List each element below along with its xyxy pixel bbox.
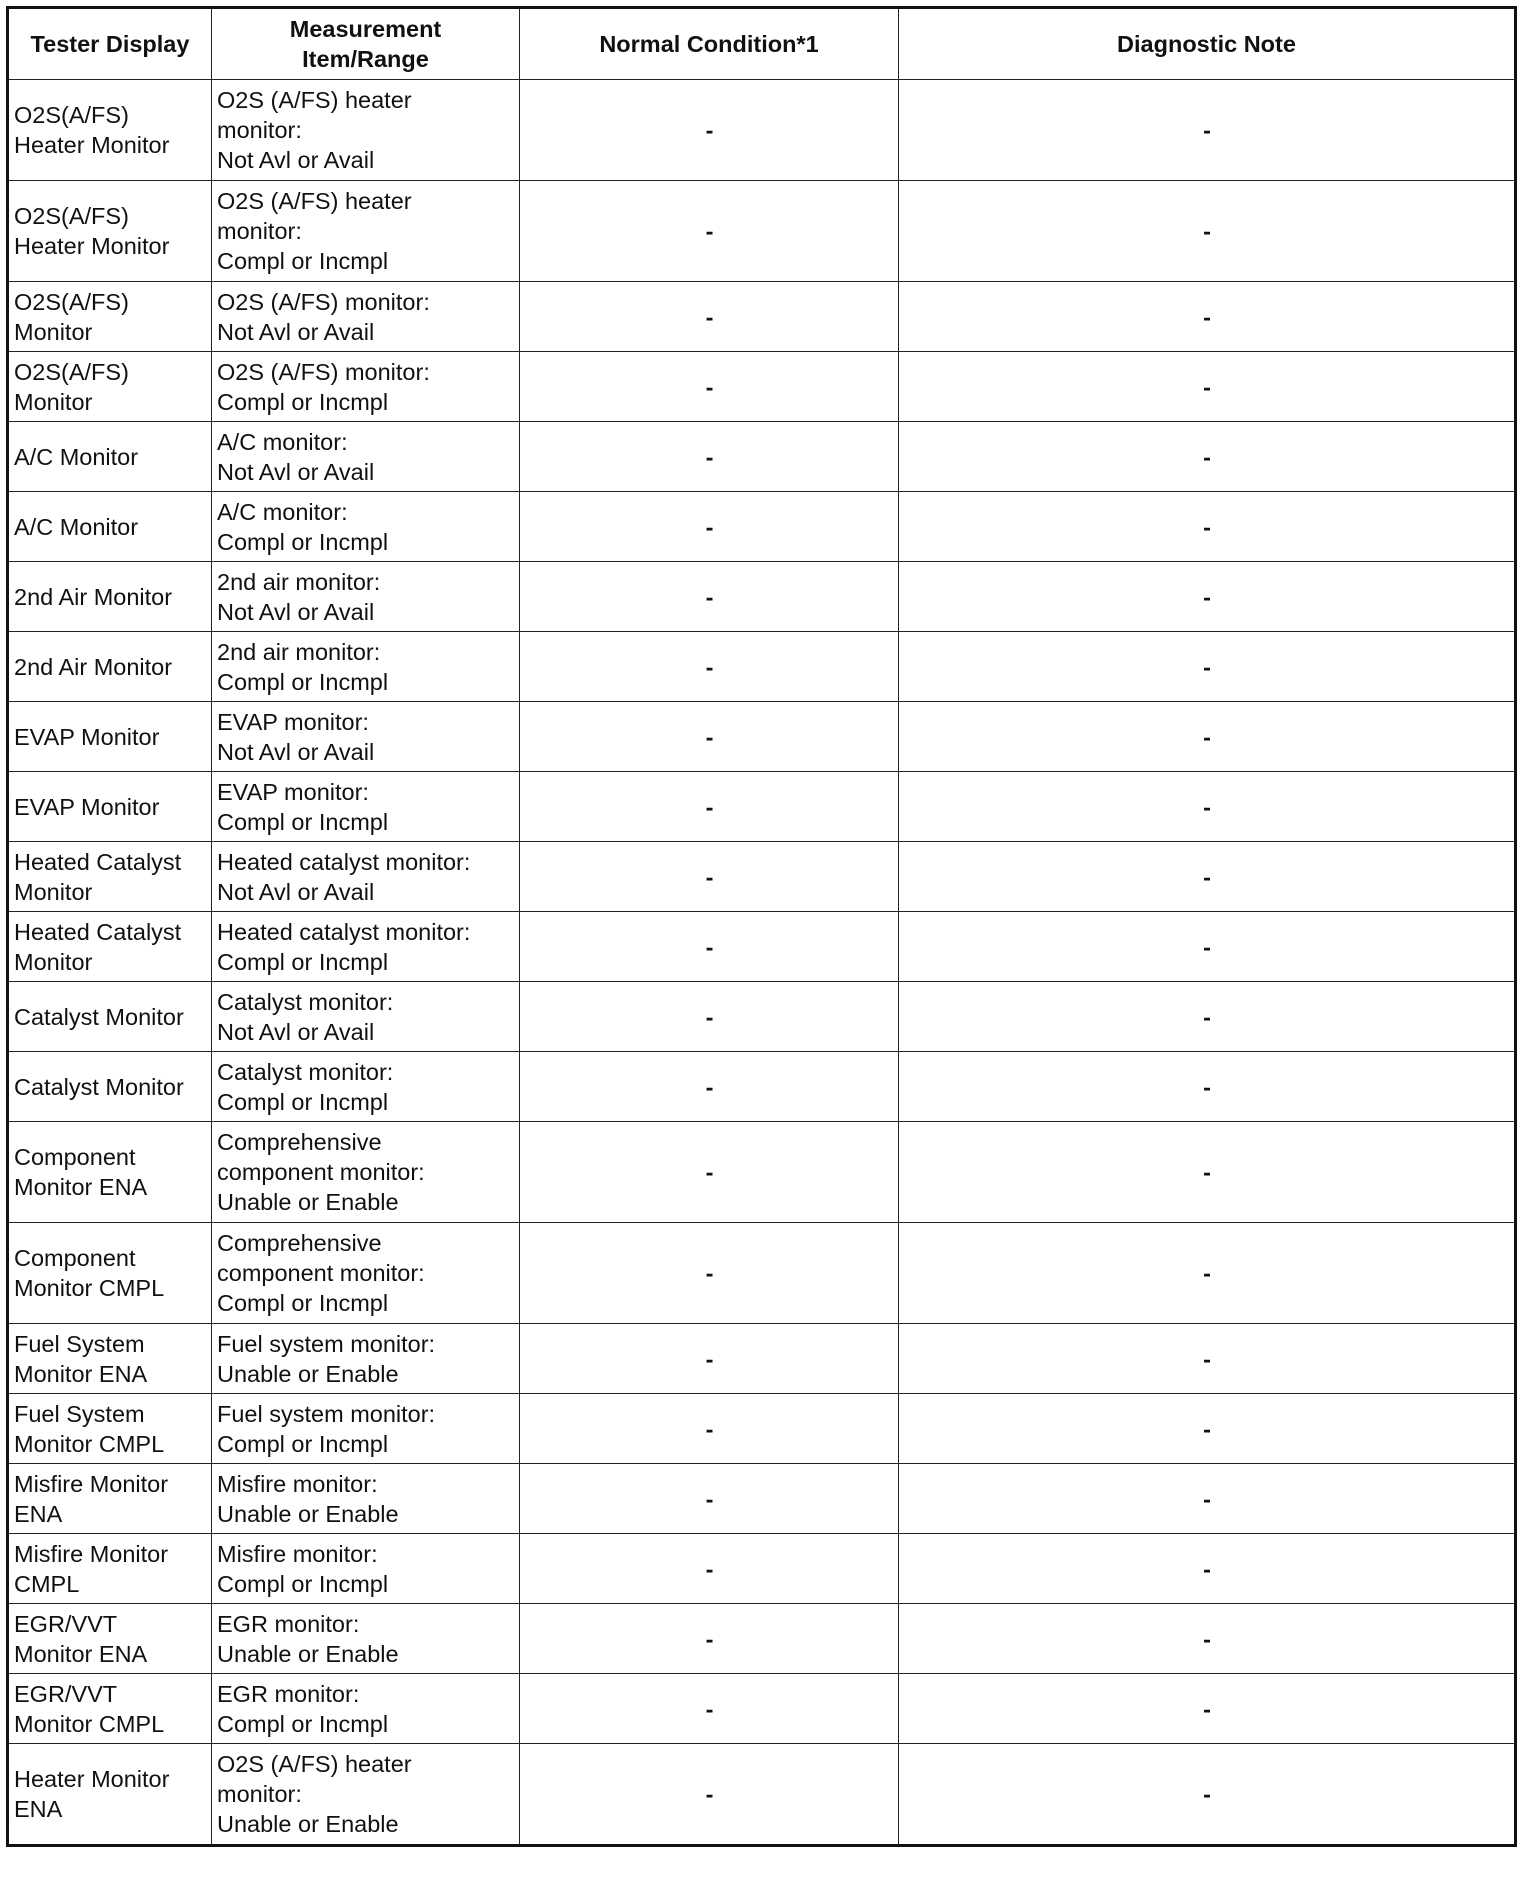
cell-diagnostic-note: - xyxy=(899,632,1516,702)
table-row xyxy=(8,1223,1516,1324)
cell-measurement: 2nd air monitor: Compl or Incmpl xyxy=(212,632,520,702)
table-row xyxy=(8,912,1516,982)
table-row xyxy=(8,1464,1516,1534)
cell-tester-display: Heated Catalyst Monitor xyxy=(8,842,212,912)
cell-normal-condition: - xyxy=(520,1534,899,1604)
cell-diagnostic-note: - xyxy=(899,1604,1516,1674)
cell-normal-condition: - xyxy=(520,1122,899,1223)
cell-measurement: EGR monitor: Unable or Enable xyxy=(212,1604,520,1674)
cell-normal-condition: - xyxy=(520,842,899,912)
cell-diagnostic-note: - xyxy=(899,352,1516,422)
cell-diagnostic-note: - xyxy=(899,772,1516,842)
cell-normal-condition: - xyxy=(520,1464,899,1534)
cell-diagnostic-note: - xyxy=(899,181,1516,282)
cell-normal-condition: - xyxy=(520,1394,899,1464)
cell-measurement: O2S (A/FS) heater monitor: Unable or Enable xyxy=(212,1744,520,1846)
data-list-table xyxy=(6,6,1517,1847)
cell-tester-display: A/C Monitor xyxy=(8,492,212,562)
cell-measurement: Catalyst monitor: Not Avl or Avail xyxy=(212,982,520,1052)
header-tester-display: Tester Display xyxy=(8,8,212,80)
cell-normal-condition: - xyxy=(520,562,899,632)
cell-normal-condition: - xyxy=(520,912,899,982)
cell-measurement: Comprehensive component monitor: Compl or Incmpl xyxy=(212,1223,520,1324)
cell-normal-condition: - xyxy=(520,181,899,282)
header-measurement-item-range: Measurement Item/Range xyxy=(212,8,520,80)
cell-normal-condition: - xyxy=(520,422,899,492)
cell-measurement: Fuel system monitor: Compl or Incmpl xyxy=(212,1394,520,1464)
table-row xyxy=(8,1324,1516,1394)
cell-measurement: Fuel system monitor: Unable or Enable xyxy=(212,1324,520,1394)
cell-measurement: Misfire monitor: Unable or Enable xyxy=(212,1464,520,1534)
table-row xyxy=(8,632,1516,702)
cell-diagnostic-note: - xyxy=(899,562,1516,632)
cell-tester-display: EVAP Monitor xyxy=(8,702,212,772)
cell-tester-display: Fuel System Monitor CMPL xyxy=(8,1394,212,1464)
header-diagnostic-note: Diagnostic Note xyxy=(899,8,1516,80)
cell-diagnostic-note: - xyxy=(899,982,1516,1052)
table-body xyxy=(8,80,1516,1846)
cell-normal-condition: - xyxy=(520,1223,899,1324)
cell-diagnostic-note: - xyxy=(899,1464,1516,1534)
cell-measurement: Catalyst monitor: Compl or Incmpl xyxy=(212,1052,520,1122)
cell-normal-condition: - xyxy=(520,772,899,842)
cell-tester-display: O2S(A/FS) Monitor xyxy=(8,352,212,422)
table-row xyxy=(8,282,1516,352)
cell-normal-condition: - xyxy=(520,632,899,702)
cell-tester-display: Component Monitor ENA xyxy=(8,1122,212,1223)
table-row xyxy=(8,492,1516,562)
cell-normal-condition: - xyxy=(520,1674,899,1744)
data-list-sheet xyxy=(6,6,1514,1847)
cell-measurement: EGR monitor: Compl or Incmpl xyxy=(212,1674,520,1744)
cell-tester-display: EVAP Monitor xyxy=(8,772,212,842)
cell-diagnostic-note: - xyxy=(899,492,1516,562)
cell-normal-condition: - xyxy=(520,702,899,772)
cell-normal-condition: - xyxy=(520,1324,899,1394)
cell-tester-display: Misfire Monitor CMPL xyxy=(8,1534,212,1604)
cell-tester-display: Misfire Monitor ENA xyxy=(8,1464,212,1534)
table-row xyxy=(8,1534,1516,1604)
cell-measurement: O2S (A/FS) monitor: Compl or Incmpl xyxy=(212,352,520,422)
cell-measurement: Comprehensive component monitor: Unable or Enable xyxy=(212,1122,520,1223)
cell-measurement: Heated catalyst monitor: Compl or Incmpl xyxy=(212,912,520,982)
cell-tester-display: Catalyst Monitor xyxy=(8,1052,212,1122)
cell-tester-display: 2nd Air Monitor xyxy=(8,562,212,632)
table-row xyxy=(8,1122,1516,1223)
cell-diagnostic-note: - xyxy=(899,912,1516,982)
table-row xyxy=(8,181,1516,282)
cell-measurement: Heated catalyst monitor: Not Avl or Avail xyxy=(212,842,520,912)
cell-tester-display: Component Monitor CMPL xyxy=(8,1223,212,1324)
cell-measurement: O2S (A/FS) heater monitor: Compl or Incmpl xyxy=(212,181,520,282)
table-row xyxy=(8,1604,1516,1674)
header-normal-condition: Normal Condition*1 xyxy=(520,8,899,80)
cell-tester-display: A/C Monitor xyxy=(8,422,212,492)
cell-diagnostic-note: - xyxy=(899,282,1516,352)
cell-normal-condition: - xyxy=(520,492,899,562)
table-row xyxy=(8,1674,1516,1744)
cell-diagnostic-note: - xyxy=(899,1674,1516,1744)
cell-diagnostic-note: - xyxy=(899,422,1516,492)
cell-measurement: A/C monitor: Not Avl or Avail xyxy=(212,422,520,492)
table-row xyxy=(8,702,1516,772)
cell-normal-condition: - xyxy=(520,80,899,181)
cell-tester-display: EGR/VVT Monitor CMPL xyxy=(8,1674,212,1744)
cell-measurement: EVAP monitor: Not Avl or Avail xyxy=(212,702,520,772)
table-header-row xyxy=(8,8,1516,80)
table-row xyxy=(8,1394,1516,1464)
table-row xyxy=(8,1052,1516,1122)
table-row xyxy=(8,422,1516,492)
cell-tester-display: 2nd Air Monitor xyxy=(8,632,212,702)
cell-tester-display: O2S(A/FS) Monitor xyxy=(8,282,212,352)
cell-diagnostic-note: - xyxy=(899,1534,1516,1604)
cell-tester-display: Heater Monitor ENA xyxy=(8,1744,212,1846)
cell-measurement: A/C monitor: Compl or Incmpl xyxy=(212,492,520,562)
cell-measurement: O2S (A/FS) heater monitor: Not Avl or Avail xyxy=(212,80,520,181)
table-row xyxy=(8,842,1516,912)
cell-diagnostic-note: - xyxy=(899,702,1516,772)
cell-normal-condition: - xyxy=(520,352,899,422)
cell-diagnostic-note: - xyxy=(899,1394,1516,1464)
cell-normal-condition: - xyxy=(520,1052,899,1122)
cell-tester-display: Catalyst Monitor xyxy=(8,982,212,1052)
table-row xyxy=(8,1744,1516,1846)
cell-normal-condition: - xyxy=(520,1744,899,1846)
cell-measurement: Misfire monitor: Compl or Incmpl xyxy=(212,1534,520,1604)
table-row xyxy=(8,772,1516,842)
cell-diagnostic-note: - xyxy=(899,1744,1516,1846)
cell-diagnostic-note: - xyxy=(899,842,1516,912)
cell-measurement: EVAP monitor: Compl or Incmpl xyxy=(212,772,520,842)
table-row xyxy=(8,982,1516,1052)
cell-diagnostic-note: - xyxy=(899,80,1516,181)
table-row xyxy=(8,80,1516,181)
cell-measurement: 2nd air monitor: Not Avl or Avail xyxy=(212,562,520,632)
cell-normal-condition: - xyxy=(520,1604,899,1674)
cell-tester-display: Fuel System Monitor ENA xyxy=(8,1324,212,1394)
table-row xyxy=(8,352,1516,422)
cell-tester-display: Heated Catalyst Monitor xyxy=(8,912,212,982)
cell-diagnostic-note: - xyxy=(899,1122,1516,1223)
cell-tester-display: O2S(A/FS) Heater Monitor xyxy=(8,181,212,282)
cell-tester-display: O2S(A/FS) Heater Monitor xyxy=(8,80,212,181)
cell-tester-display: EGR/VVT Monitor ENA xyxy=(8,1604,212,1674)
cell-measurement: O2S (A/FS) monitor: Not Avl or Avail xyxy=(212,282,520,352)
cell-diagnostic-note: - xyxy=(899,1223,1516,1324)
cell-diagnostic-note: - xyxy=(899,1324,1516,1394)
cell-normal-condition: - xyxy=(520,982,899,1052)
cell-normal-condition: - xyxy=(520,282,899,352)
table-row xyxy=(8,562,1516,632)
cell-diagnostic-note: - xyxy=(899,1052,1516,1122)
